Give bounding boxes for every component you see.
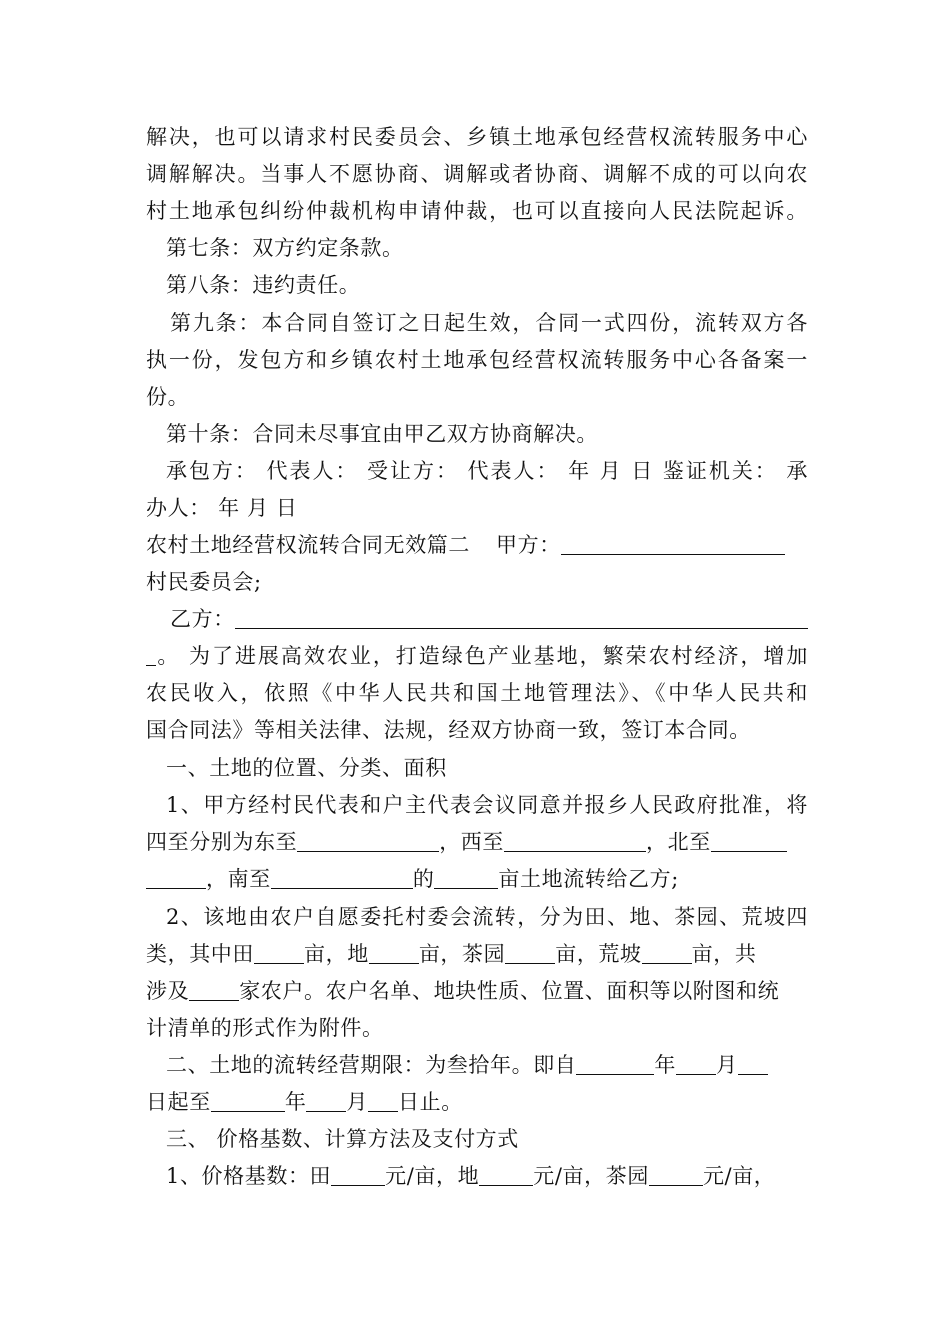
section-1-heading [166, 753, 808, 783]
party-b-blank [235, 606, 808, 629]
clause-1-2 [166, 902, 808, 932]
text: 涉及 [146, 979, 190, 1003]
text: 年 [654, 1053, 677, 1077]
paragraph-line [146, 827, 808, 857]
clause-1-1 [166, 790, 808, 820]
text: 国合同法》等相关法律、法规，经双方协商一致，签订本合同。 [146, 718, 751, 742]
text: 月 [716, 1053, 738, 1077]
text: 第十条：合同未尽事宜由甲乙双方协商解决。 [166, 422, 598, 446]
blank [676, 1052, 716, 1075]
blank [504, 829, 646, 852]
text: 元/亩， [702, 1164, 776, 1188]
text: 三、 价格基数、计算方法及支付方式 [166, 1127, 519, 1151]
party-b-label: 乙方： [170, 607, 235, 631]
text: 类，其中田 [146, 942, 254, 966]
paragraph-line [146, 1087, 808, 1117]
text: 农民收入，依照《中华人民共和国土地管理法》、《中华人民共和 [146, 681, 808, 705]
text: 月 [346, 1090, 369, 1114]
paragraph-line [146, 976, 808, 1006]
text: 1、甲方经村民代表和户主代表会议同意并报乡人民政府批准，将 [166, 793, 808, 817]
text: 2、该地由农户自愿委托村委会流转，分为田、地、茶园、荒坡四 [166, 905, 808, 929]
section-heading [146, 530, 808, 560]
text: 1、价格基数：田 [166, 1164, 332, 1188]
blank [297, 829, 439, 852]
paragraph-line [146, 159, 808, 189]
clause-3-1 [166, 1161, 808, 1191]
blank [189, 978, 239, 1001]
text: 承包方： 代表人： 受让方： 代表人： 年 月 日 鉴证机关： 承 [166, 459, 808, 483]
text: 亩，茶园 [418, 942, 506, 966]
party-a-blank [561, 532, 785, 555]
text: 执一份，发包方和乡镇农村土地承包经营权流转服务中心各备案一 [146, 348, 808, 372]
text: 亩，共 [691, 942, 757, 966]
text: 亩土地流转给乙方; [498, 867, 679, 891]
blank [738, 1052, 768, 1075]
text: 村土地承包纠纷仲裁机构申请仲裁，也可以直接向人民法院起诉。 [146, 199, 808, 223]
paragraph-line [146, 939, 808, 969]
paragraph-line [146, 345, 808, 375]
text: 家农户。农户名单、地块性质、位置、面积等以附图和统 [239, 979, 780, 1003]
text: 计清单的形式作为附件。 [146, 1016, 384, 1040]
text: 一、土地的位置、分类、面积 [166, 756, 447, 780]
article-9 [170, 308, 808, 338]
text: 四至分别为东至 [146, 830, 298, 854]
blank [306, 1089, 346, 1112]
text: ，南至 [206, 867, 271, 891]
text: 调解解决。当事人不愿协商、调解或者协商、调解不成的可以向农 [146, 162, 808, 186]
blank [642, 941, 692, 964]
text: 村民委员会; [146, 570, 262, 594]
blank [576, 1052, 654, 1075]
paragraph-line [146, 641, 808, 671]
paragraph-line [146, 382, 808, 412]
text: 元/亩，地 [385, 1164, 480, 1188]
blank [479, 1163, 533, 1186]
section-2 [166, 1050, 808, 1080]
paragraph-line [146, 678, 808, 708]
text: 解决，也可以请求村民委员会、乡镇土地承包经营权流转服务中心 [146, 125, 808, 149]
blank [649, 1163, 703, 1186]
signature-line [146, 493, 808, 523]
text: 办人： 年 月 日 [146, 496, 298, 520]
text: 日止。 [398, 1090, 463, 1114]
blank [271, 866, 413, 889]
text: ，西至 [439, 830, 505, 854]
blank [434, 866, 498, 889]
text: 的 [412, 867, 435, 891]
article-title: 农村土地经营权流转合同无效篇二 [146, 533, 470, 557]
text: 第七条：双方约定条款。 [166, 236, 404, 260]
blank [711, 829, 787, 852]
signature-line [166, 456, 808, 486]
paragraph-line [146, 715, 808, 745]
text: 二、土地的流转经营期限：为叁拾年。即自 [166, 1053, 577, 1077]
text: 亩，荒坡 [555, 942, 642, 966]
text: 。 为了进展高效农业，打造绿色产业基地，繁荣农村经济，增加 [156, 644, 808, 668]
paragraph-line [146, 1013, 808, 1043]
text: 元/亩，茶园 [533, 1164, 649, 1188]
blank [369, 941, 419, 964]
paragraph-line [146, 567, 808, 597]
paragraph-line [146, 864, 808, 894]
text: 日起至 [146, 1090, 211, 1114]
text: ，北至 [646, 830, 711, 854]
text: 年 [284, 1090, 307, 1114]
blank [211, 1089, 285, 1112]
party-a-label: 甲方： [496, 533, 561, 557]
paragraph-line [146, 122, 808, 152]
text: 亩，地 [304, 942, 369, 966]
blank [254, 941, 304, 964]
article-8 [166, 270, 808, 300]
blank [331, 1163, 385, 1186]
blank [146, 866, 206, 889]
party-b-line [170, 604, 808, 634]
blank [368, 1089, 398, 1112]
paragraph-line [146, 196, 808, 226]
article-10 [166, 419, 808, 449]
blank [505, 941, 555, 964]
text: 第八条：违约责任。 [166, 273, 361, 297]
article-7 [166, 233, 808, 263]
section-3-heading [166, 1124, 808, 1154]
text: 份。 [146, 385, 190, 409]
text: 第九条：本合同自签订之日起生效，合同一式四份，流转双方各 [170, 311, 808, 335]
blank [146, 643, 156, 666]
